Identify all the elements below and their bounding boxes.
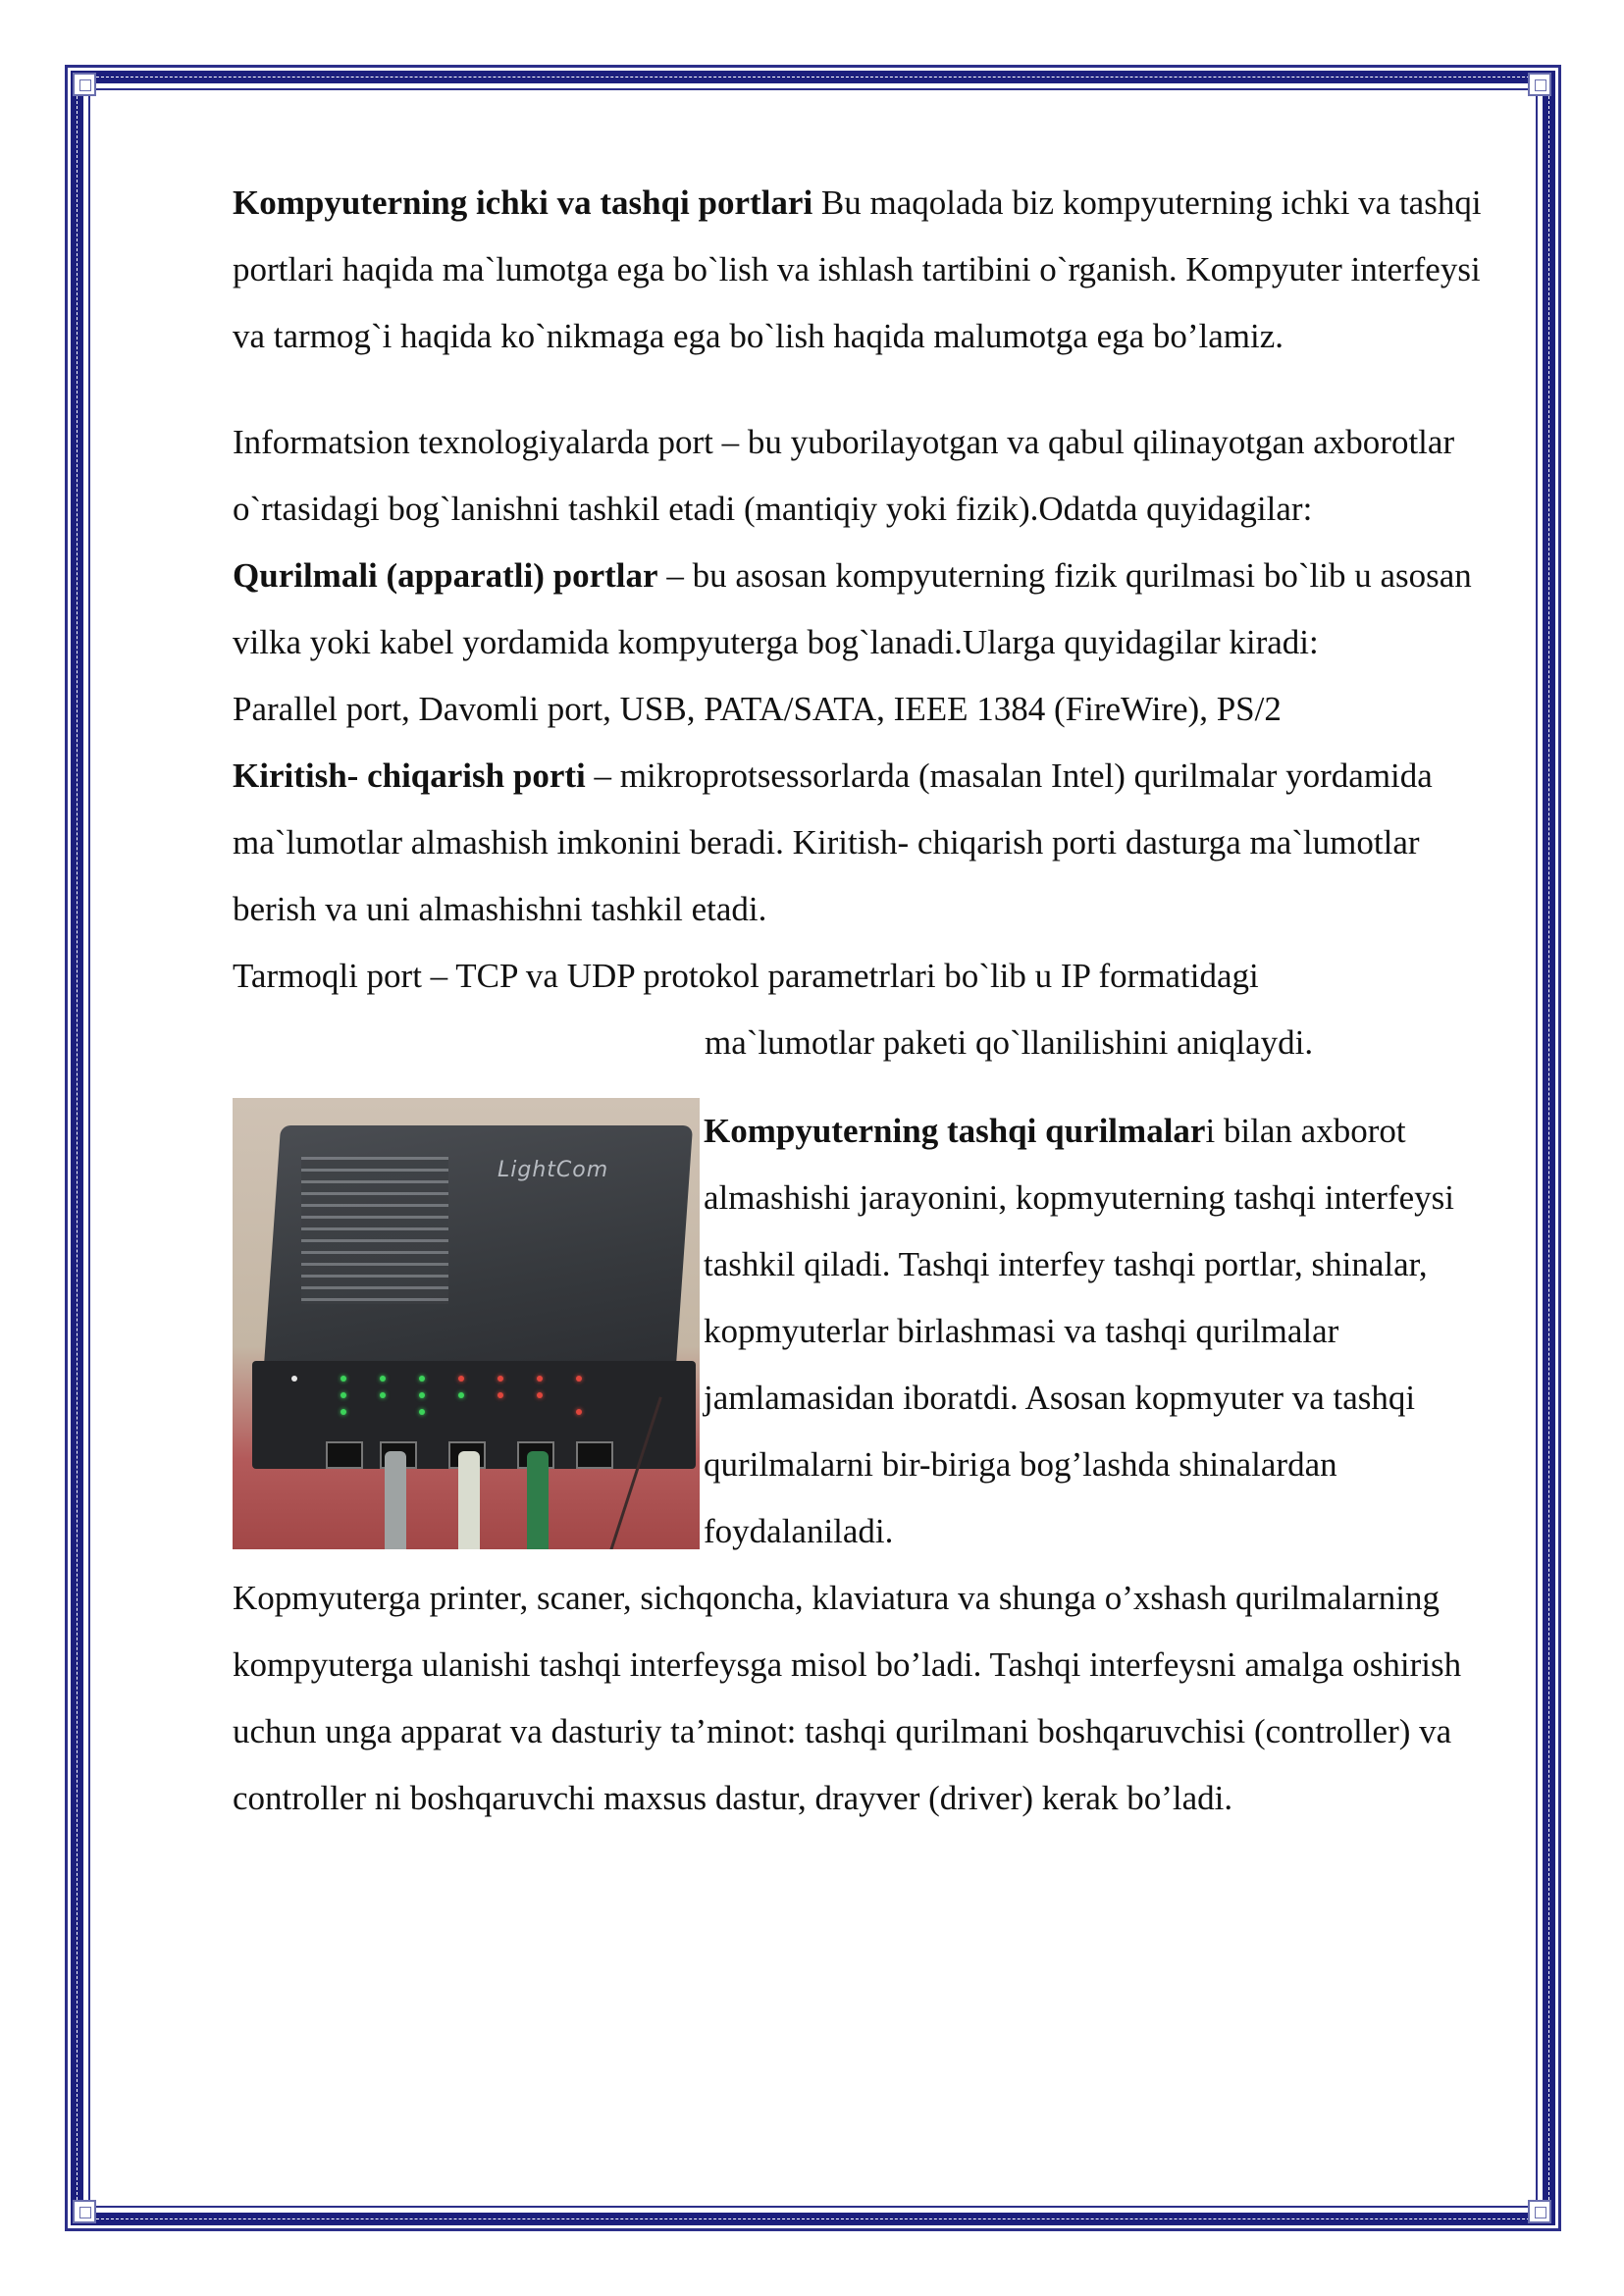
document-body xyxy=(233,170,1508,1832)
led-indicator xyxy=(380,1392,386,1398)
border-corner-ornament xyxy=(73,2200,96,2223)
led-indicator xyxy=(498,1392,503,1398)
led-indicator xyxy=(341,1409,346,1415)
io-text: – mikroprotsessorlarda (masalan Intel) qurilmalar yordamida ma`lumotlar almashish imkonini beradi. Kiritish- chiqarish porti dasturga ma`lumotlar berish va uni almashishni tashkil etadi. xyxy=(233,757,1433,928)
network-line-1: Tarmoqli port – TCP va UDP protokol parametrlari bo`lib u IP formatidagi xyxy=(233,957,1259,995)
led-indicator xyxy=(458,1392,464,1398)
led-indicator xyxy=(419,1392,425,1398)
led-indicator xyxy=(537,1392,543,1398)
led-indicator xyxy=(341,1376,346,1382)
led-indicator xyxy=(380,1376,386,1382)
definition-paragraph: Informatsion texnologiyalarda port – bu yuborilayotgan va qabul qilinayotgan axborotlar o`rtasidagi bog`lanishni tashkil etadi (mantiqiy yoki fizik).Odatda quyidagilar: xyxy=(233,423,1455,528)
hardware-title: Qurilmali (apparatli) portlar xyxy=(233,556,658,595)
router-logo: LightCom xyxy=(498,1158,609,1182)
closing-paragraph: Kopmyuterga printer, scaner, sichqoncha, klaviatura va shunga o’xshash qurilmalarning kompyuterga ulanishi tashqi interfeysga misol bo’ladi. Tashqi interfeysni amalga oshirish uchun unga apparat va dasturiy ta’minot: tashqi qurilmani boshqaruvchisi (controller) va controller ni boshqaruvchi maxsus dastur, drayver (driver) kerak bo’ladi. xyxy=(233,1579,1462,1817)
network-cable xyxy=(385,1451,406,1549)
network-line-2: ma`lumotlar paketi qo`llanilishini aniqlaydi. xyxy=(705,1023,1314,1062)
led-indicator xyxy=(537,1376,543,1382)
router-photo xyxy=(233,1098,700,1549)
network-cable xyxy=(458,1451,480,1549)
led-indicator xyxy=(498,1376,503,1382)
led-indicator xyxy=(458,1376,464,1382)
io-title: Kiritish- chiqarish porti xyxy=(233,757,586,795)
led-indicator xyxy=(576,1376,582,1382)
external-section xyxy=(233,1098,1508,1565)
led-indicator xyxy=(419,1376,425,1382)
intro-paragraph xyxy=(233,170,1508,370)
hardware-port-list: Parallel port, Davomli port, USB, PATA/SATA, IEEE 1384 (FireWire), PS/2 xyxy=(233,690,1282,728)
hardware-paragraph xyxy=(233,543,1508,676)
led-indicator xyxy=(291,1376,297,1382)
led-indicator xyxy=(341,1392,346,1398)
led-indicator xyxy=(576,1409,582,1415)
external-text: i bilan axborot almashishi jarayonini, kopmyuterning tashqi interfeysi tashkil qiladi. Tashqi interfey tashqi portlar, shinalar, kopmyuterlar birlashmasi va tashqi qurilmalar jamlamasidan iboratdi. Asosan kopmyuter va tashqi qurilmalarni bir-biriga bog’lashda shinalardan foydalaniladi. xyxy=(704,1112,1454,1550)
ethernet-port xyxy=(576,1441,613,1469)
network-cable xyxy=(527,1451,549,1549)
border-corner-ornament xyxy=(1528,73,1551,96)
ethernet-port xyxy=(326,1441,363,1469)
border-corner-ornament xyxy=(73,73,96,96)
led-indicator xyxy=(419,1409,425,1415)
border-corner-ornament xyxy=(1528,2200,1551,2223)
io-paragraph xyxy=(233,743,1508,943)
intro-title: Kompyuterning ichki va tashqi portlari xyxy=(233,183,813,222)
router-sticker xyxy=(301,1157,448,1304)
external-title: Kompyuterning tashqi qurilmalar xyxy=(704,1112,1206,1150)
hardware-text: – bu asosan kompyuterning fizik qurilmasi bo`lib u asosan vilka yoki kabel yordamida kompyuterga bog`lanadi.Ularga quyidagilar kiradi: xyxy=(233,556,1472,661)
intro-text: Bu maqolada biz kompyuterning ichki va tashqi portlari haqida ma`lumotga ega bo`lish va ishlash tartibini o`rganish. Kompyuter interfeysi va tarmog`i haqida ko`nikmaga ega bo`lish haqida malumotga ega bo’lamiz. xyxy=(233,183,1482,355)
